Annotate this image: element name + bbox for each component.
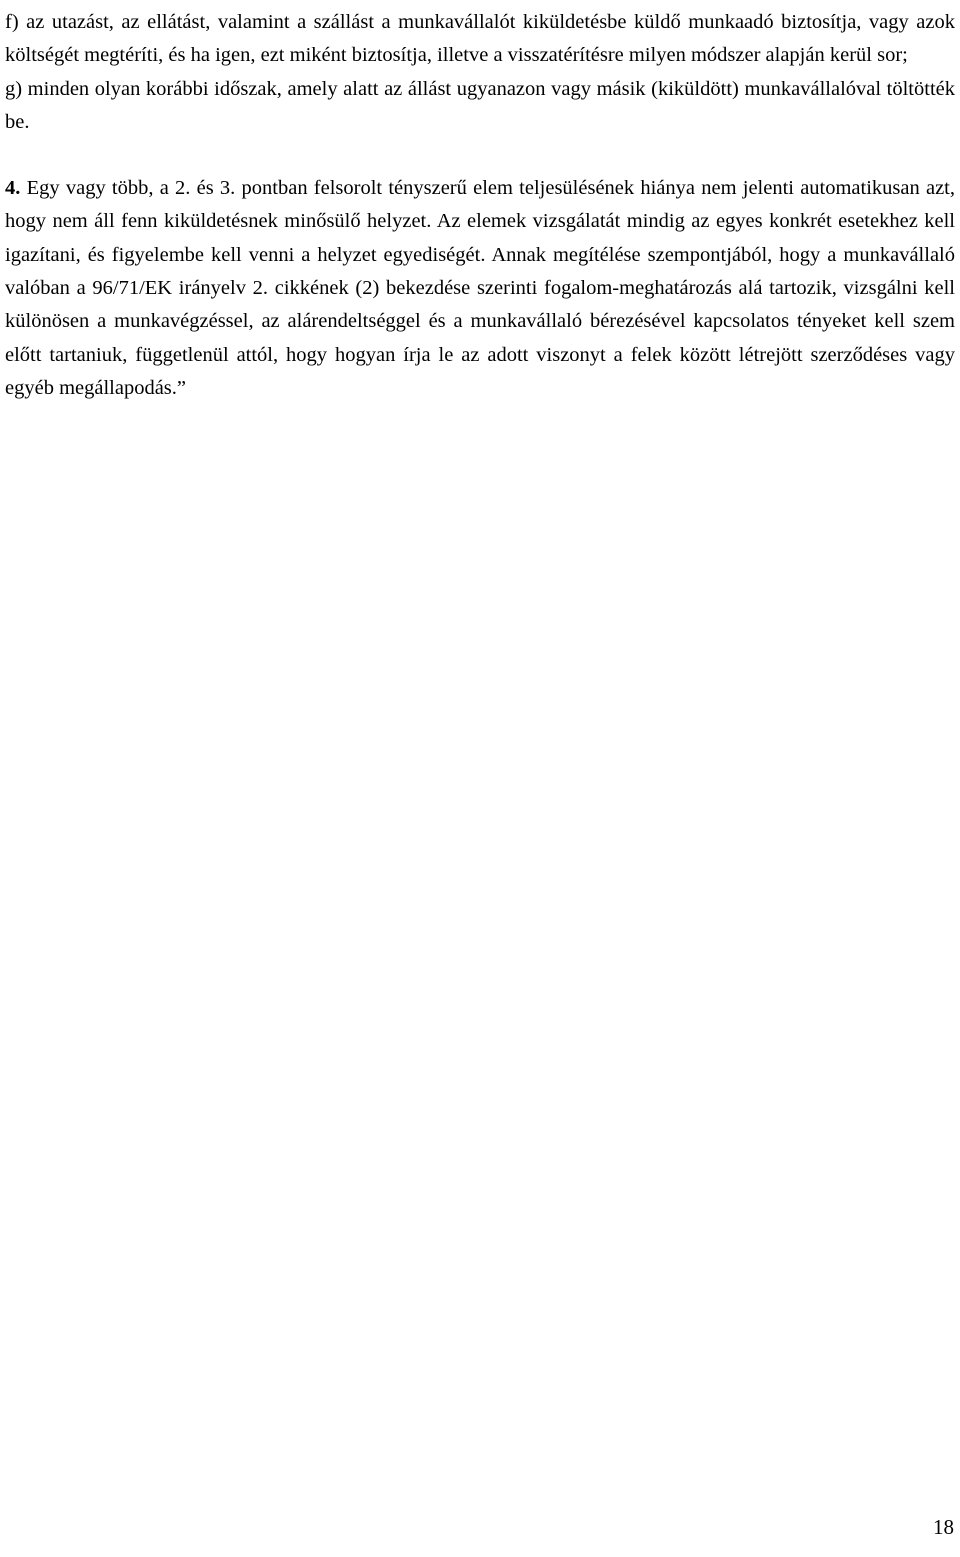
paragraph-f: f) az utazást, az ellátást, valamint a szállást a munkavállalót kiküldetésbe küldő munkaadó biztosítja, vagy azok költségét megtéríti, és ha igen, ezt miként biztosítja, illetve a visszatérítésre milyen módszer alapján kerül sor; (5, 11, 955, 67)
page-number: 18 (933, 1515, 954, 1539)
paragraph-g: g) minden olyan korábbi időszak, amely alatt az állást ugyanazon vagy másik (kiküldött) munkavállalóval töltötték be. (5, 77, 955, 133)
section-4-number: 4. (5, 177, 21, 200)
document-page (5, 6, 955, 405)
section-4-text: Egy vagy több, a 2. és 3. pontban felsorolt tényszerű elem teljesülésének hiánya nem jelenti automatikusan azt, hogy nem áll fenn kiküldetésnek minősülő helyzet. Az elemek vizsgálatát mindig az egyes konkrét esetekhez kell igazítani, és figyelembe kell venni a helyzet egyediségét. Annak megítélése szempontjából, hogy a munkavállaló valóban a 96/71/EK irányelv 2. cikkének (2) bekezdése szerinti fogalom-meghatározás alá tartozik, vizsgálni kell különösen a munkavégzéssel, az alárendeltséggel és a munkavállaló bérezésével kapcsolatos tényeket kell szem előtt tartaniuk, függetlenül attól, hogy hogyan írja le az adott viszonyt a felek között létrejött szerződéses vagy egyéb megállapodás.” (5, 177, 955, 399)
section-4-paragraph (5, 172, 955, 405)
paragraph-spacer (5, 139, 955, 172)
